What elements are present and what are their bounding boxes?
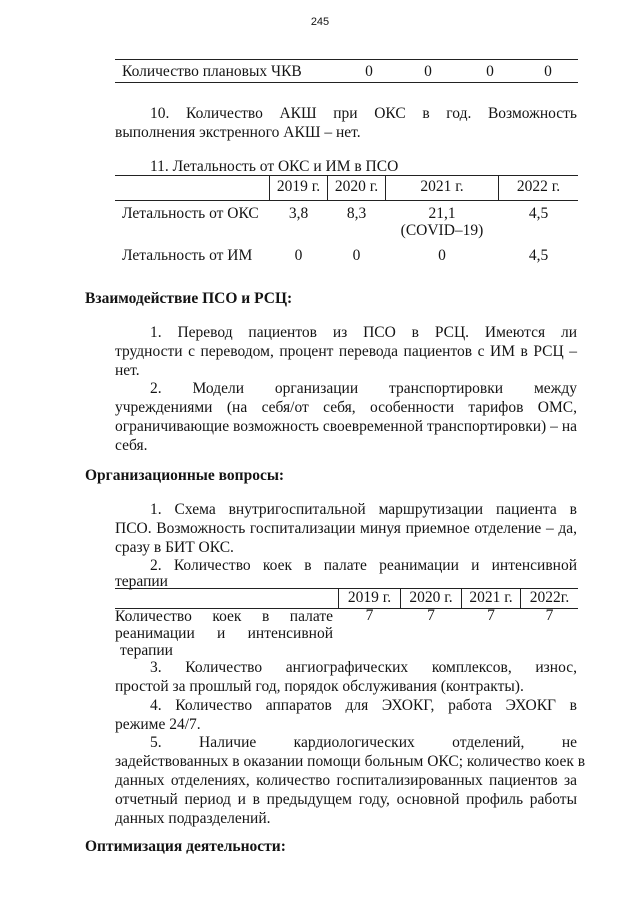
table-row-label: реанимации и интенсивной bbox=[115, 625, 333, 642]
table-cell: 8,3 bbox=[346, 205, 367, 222]
table-line bbox=[115, 200, 578, 201]
table-cell: 3,8 bbox=[288, 205, 309, 222]
table-cell: 21,1 bbox=[428, 205, 456, 222]
paragraph-line: нет. bbox=[115, 362, 140, 379]
table-cell: 0 bbox=[294, 247, 303, 264]
table-line bbox=[115, 82, 578, 83]
paragraph-line: простой за прошлый год, порядок обслуживания (контракты). bbox=[115, 678, 524, 695]
paragraph-line: данных отделениях, количество госпитализированных пациентов за bbox=[115, 772, 577, 789]
table-cell: 0 bbox=[365, 63, 373, 80]
table-header: 2019 г. bbox=[276, 178, 321, 195]
paragraph-line: 1. Перевод пациентов из ПСО в РСЦ. Имеются ли bbox=[150, 324, 577, 341]
paragraph-line: 1. Схема внутригоспитальной маршрутизации пациента в bbox=[150, 501, 577, 518]
section-heading-interaction: Взаимодействие ПСО и РСЦ: bbox=[85, 290, 293, 307]
table-line bbox=[115, 175, 578, 176]
paragraph-line: 10. Количество АКШ при ОКС в год. Возможность bbox=[150, 105, 577, 122]
paragraph-line: себя. bbox=[115, 437, 148, 454]
table-cell: 0 bbox=[424, 63, 432, 80]
paragraph-line: 4. Количество аппаратов для ЭХОКГ, работа ЭХОКГ в bbox=[150, 697, 577, 714]
table-cell: 4,5 bbox=[528, 247, 549, 264]
table-cell: 0 bbox=[352, 247, 361, 264]
table-row-label: терапии bbox=[120, 642, 173, 659]
paragraph-line: сразу в БИТ ОКС. bbox=[115, 539, 234, 556]
table-cell: 7 bbox=[545, 607, 554, 624]
item-11-title: 11. Летальность от ОКС и ИМ в ПСО bbox=[150, 158, 399, 175]
paragraph-line: 2. Модели организации транспортировки между bbox=[150, 380, 577, 397]
table-header: 2020 г. bbox=[409, 589, 453, 606]
table-header: 2021 г. bbox=[469, 589, 513, 606]
table-cell-note: (COVID–19) bbox=[400, 222, 484, 239]
table-cell: 7 bbox=[427, 607, 435, 624]
table-cell: 0 bbox=[486, 63, 494, 80]
paragraph-line: режиме 24/7. bbox=[115, 716, 201, 733]
table-cell: 7 bbox=[487, 607, 495, 624]
paragraph-line: трудности с переводом, процент перевода пациентов с ИМ в РСЦ – bbox=[115, 343, 577, 360]
table-row-label: Количество коек в палате bbox=[115, 608, 333, 625]
paragraph-line: данных подразделений. bbox=[115, 810, 271, 827]
table-cell: 4,5 bbox=[528, 205, 549, 222]
paragraph-line: отчетный период и в предыдущем году, основной профиль работы bbox=[115, 791, 577, 808]
table-cell: 0 bbox=[438, 247, 446, 264]
paragraph-line: ограничивающие возможность своевременной транспортировки) – на bbox=[115, 418, 577, 435]
table-row-label: Летальность от ОКС bbox=[122, 205, 259, 222]
paragraph-line: ПСО. Возможность госпитализации минуя приемное отделение – да, bbox=[115, 520, 577, 537]
paragraph-line: выполнения экстренного АКШ – нет. bbox=[115, 124, 361, 141]
table-header: 2019 г. bbox=[347, 589, 392, 606]
table-header: 2021 г. bbox=[420, 178, 464, 195]
page-number: 245 bbox=[310, 16, 330, 28]
table-header: 2022 г. bbox=[516, 178, 561, 195]
paragraph-line: 5. Наличие кардиологических отделений, не bbox=[150, 734, 577, 751]
table-row-label: Летальность от ИМ bbox=[122, 247, 253, 264]
table-header: 2022г. bbox=[529, 589, 570, 606]
paragraph-line: задействованных в оказании помощи больным ОКС; количество коек в bbox=[115, 753, 586, 770]
table-cell: 0 bbox=[544, 63, 552, 80]
table-row-label: Количество плановых ЧКВ bbox=[122, 63, 302, 80]
table-header: 2020 г. bbox=[334, 178, 379, 195]
section-heading-organization: Организационные вопросы: bbox=[85, 467, 285, 484]
paragraph-line: 2. Количество коек в палате реанимации и интенсивной bbox=[150, 557, 577, 574]
section-heading-optimization: Оптимизация деятельности: bbox=[85, 838, 286, 855]
paragraph-line: терапии bbox=[115, 573, 168, 590]
paragraph-line: 3. Количество ангиографических комплексов, износ, bbox=[150, 659, 577, 676]
paragraph-line: учреждениями (на себя/от себя, особенности тарифов ОМС, bbox=[115, 399, 577, 416]
table-line bbox=[115, 59, 578, 60]
table-cell: 7 bbox=[365, 607, 374, 624]
